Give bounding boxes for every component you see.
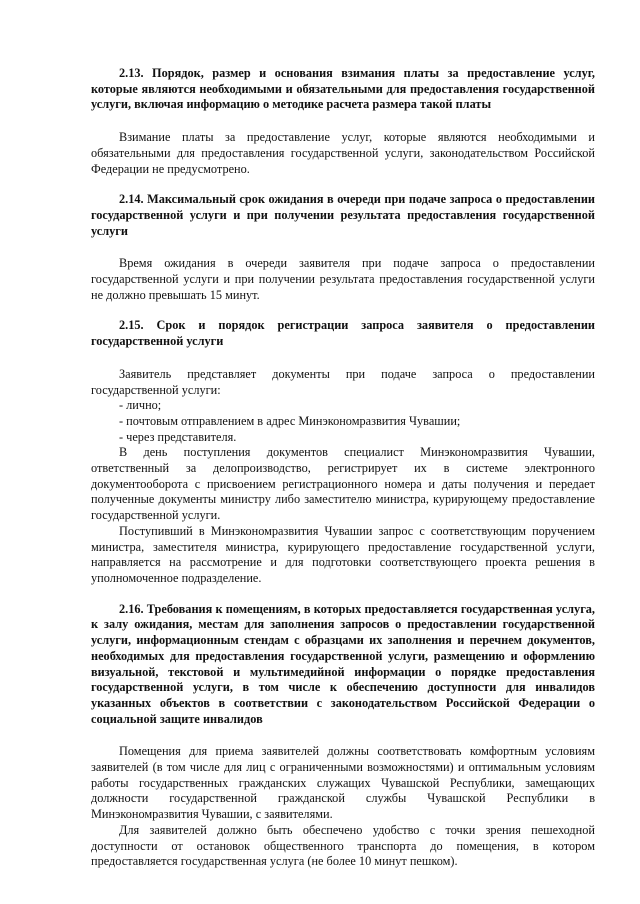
paragraph: Помещения для приема заявителей должны соответствовать комфортным условиям заявителей (в том числе для лиц с ограниченными возможностями) и оптимальным условиям работы государственных гражданских служащих Чувашской Республики, замещающих должности государственной гражданской службы Чувашской Республики в Минэкономразвития Чувашии, с заявителями. — [91, 744, 595, 822]
paragraph: Заявитель представляет документы при подаче запроса о предоставлении государственной услуги: — [91, 366, 595, 397]
list-item: - лично; — [119, 398, 162, 413]
section-heading: 2.13. Порядок, размер и основания взимания платы за предоставление услуг, которые являются необходимыми и обязательными для предоставления государственной услуги, включая информацию о методике расчета размера такой платы — [91, 66, 595, 112]
section-2-16 — [91, 602, 595, 870]
section-heading: 2.16. Требования к помещениям, в которых предоставляется государственная услуга, к залу ожидания, местам для заполнения запросов о предоставлении государственной услуги, информационным стендам с образцами их заполнения и перечнем документов, необходимых для предоставления государственной услуги, размещению и оформлению визуальной, текстовой и мультимедийной информации о порядке предоставления государственной услуги, в том числе к обеспечению доступности для инвалидов указанных объектов в соответствии с законодательством Российской Федерации о социальной защите инвалидов — [91, 601, 595, 726]
paragraph: Поступивший в Минэкономразвития Чувашии запрос с соответствующим поручением министра, заместителя министра, курирующего предоставление государственной услуги, направляется на рассмотрение и для подготовки соответствующего проекта решения в уполномоченное подразделение. — [91, 523, 595, 585]
section-heading: 2.15. Срок и порядок регистрации запроса заявителя о предоставлении государственной услуги — [91, 318, 595, 349]
paragraph: Для заявителей должно быть обеспечено удобство с точки зрения пешеходной доступности от остановок общественного транспорта до помещения, в котором предоставляется государственная услуга (не более 10 минут пешком). — [91, 822, 595, 869]
section-heading: 2.14. Максимальный срок ожидания в очереди при подаче запроса о предоставлении государственной услуги и при получении результата предоставления государственной услуги — [91, 192, 595, 238]
paragraph: Взимание платы за предоставление услуг, которые являются необходимыми и обязательными для предоставления государственной услуги, законодательством Российской Федерации не предусмотрено. — [91, 130, 595, 176]
section-2-13 — [91, 66, 595, 177]
paragraph: В день поступления документов специалист Минэкономразвития Чувашии, ответственный за делопроизводство, регистрирует их в системе электронного документооборота с присвоением регистрационного номера и даты получения и передает полученные документы министру либо заместителю министра, курирующему предоставление государственной услуги. — [91, 445, 595, 523]
section-2-14 — [91, 192, 595, 303]
paragraph: Время ожидания в очереди заявителя при подаче запроса о предоставлении государственной услуги и при получении результата предоставления государственной услуги не должно превышать 15 минут. — [91, 256, 595, 302]
list-item: - почтовым отправлением в адрес Минэкономразвития Чувашии; — [119, 413, 461, 428]
section-2-15 — [91, 318, 595, 586]
list-item: - через представителя. — [119, 429, 237, 444]
